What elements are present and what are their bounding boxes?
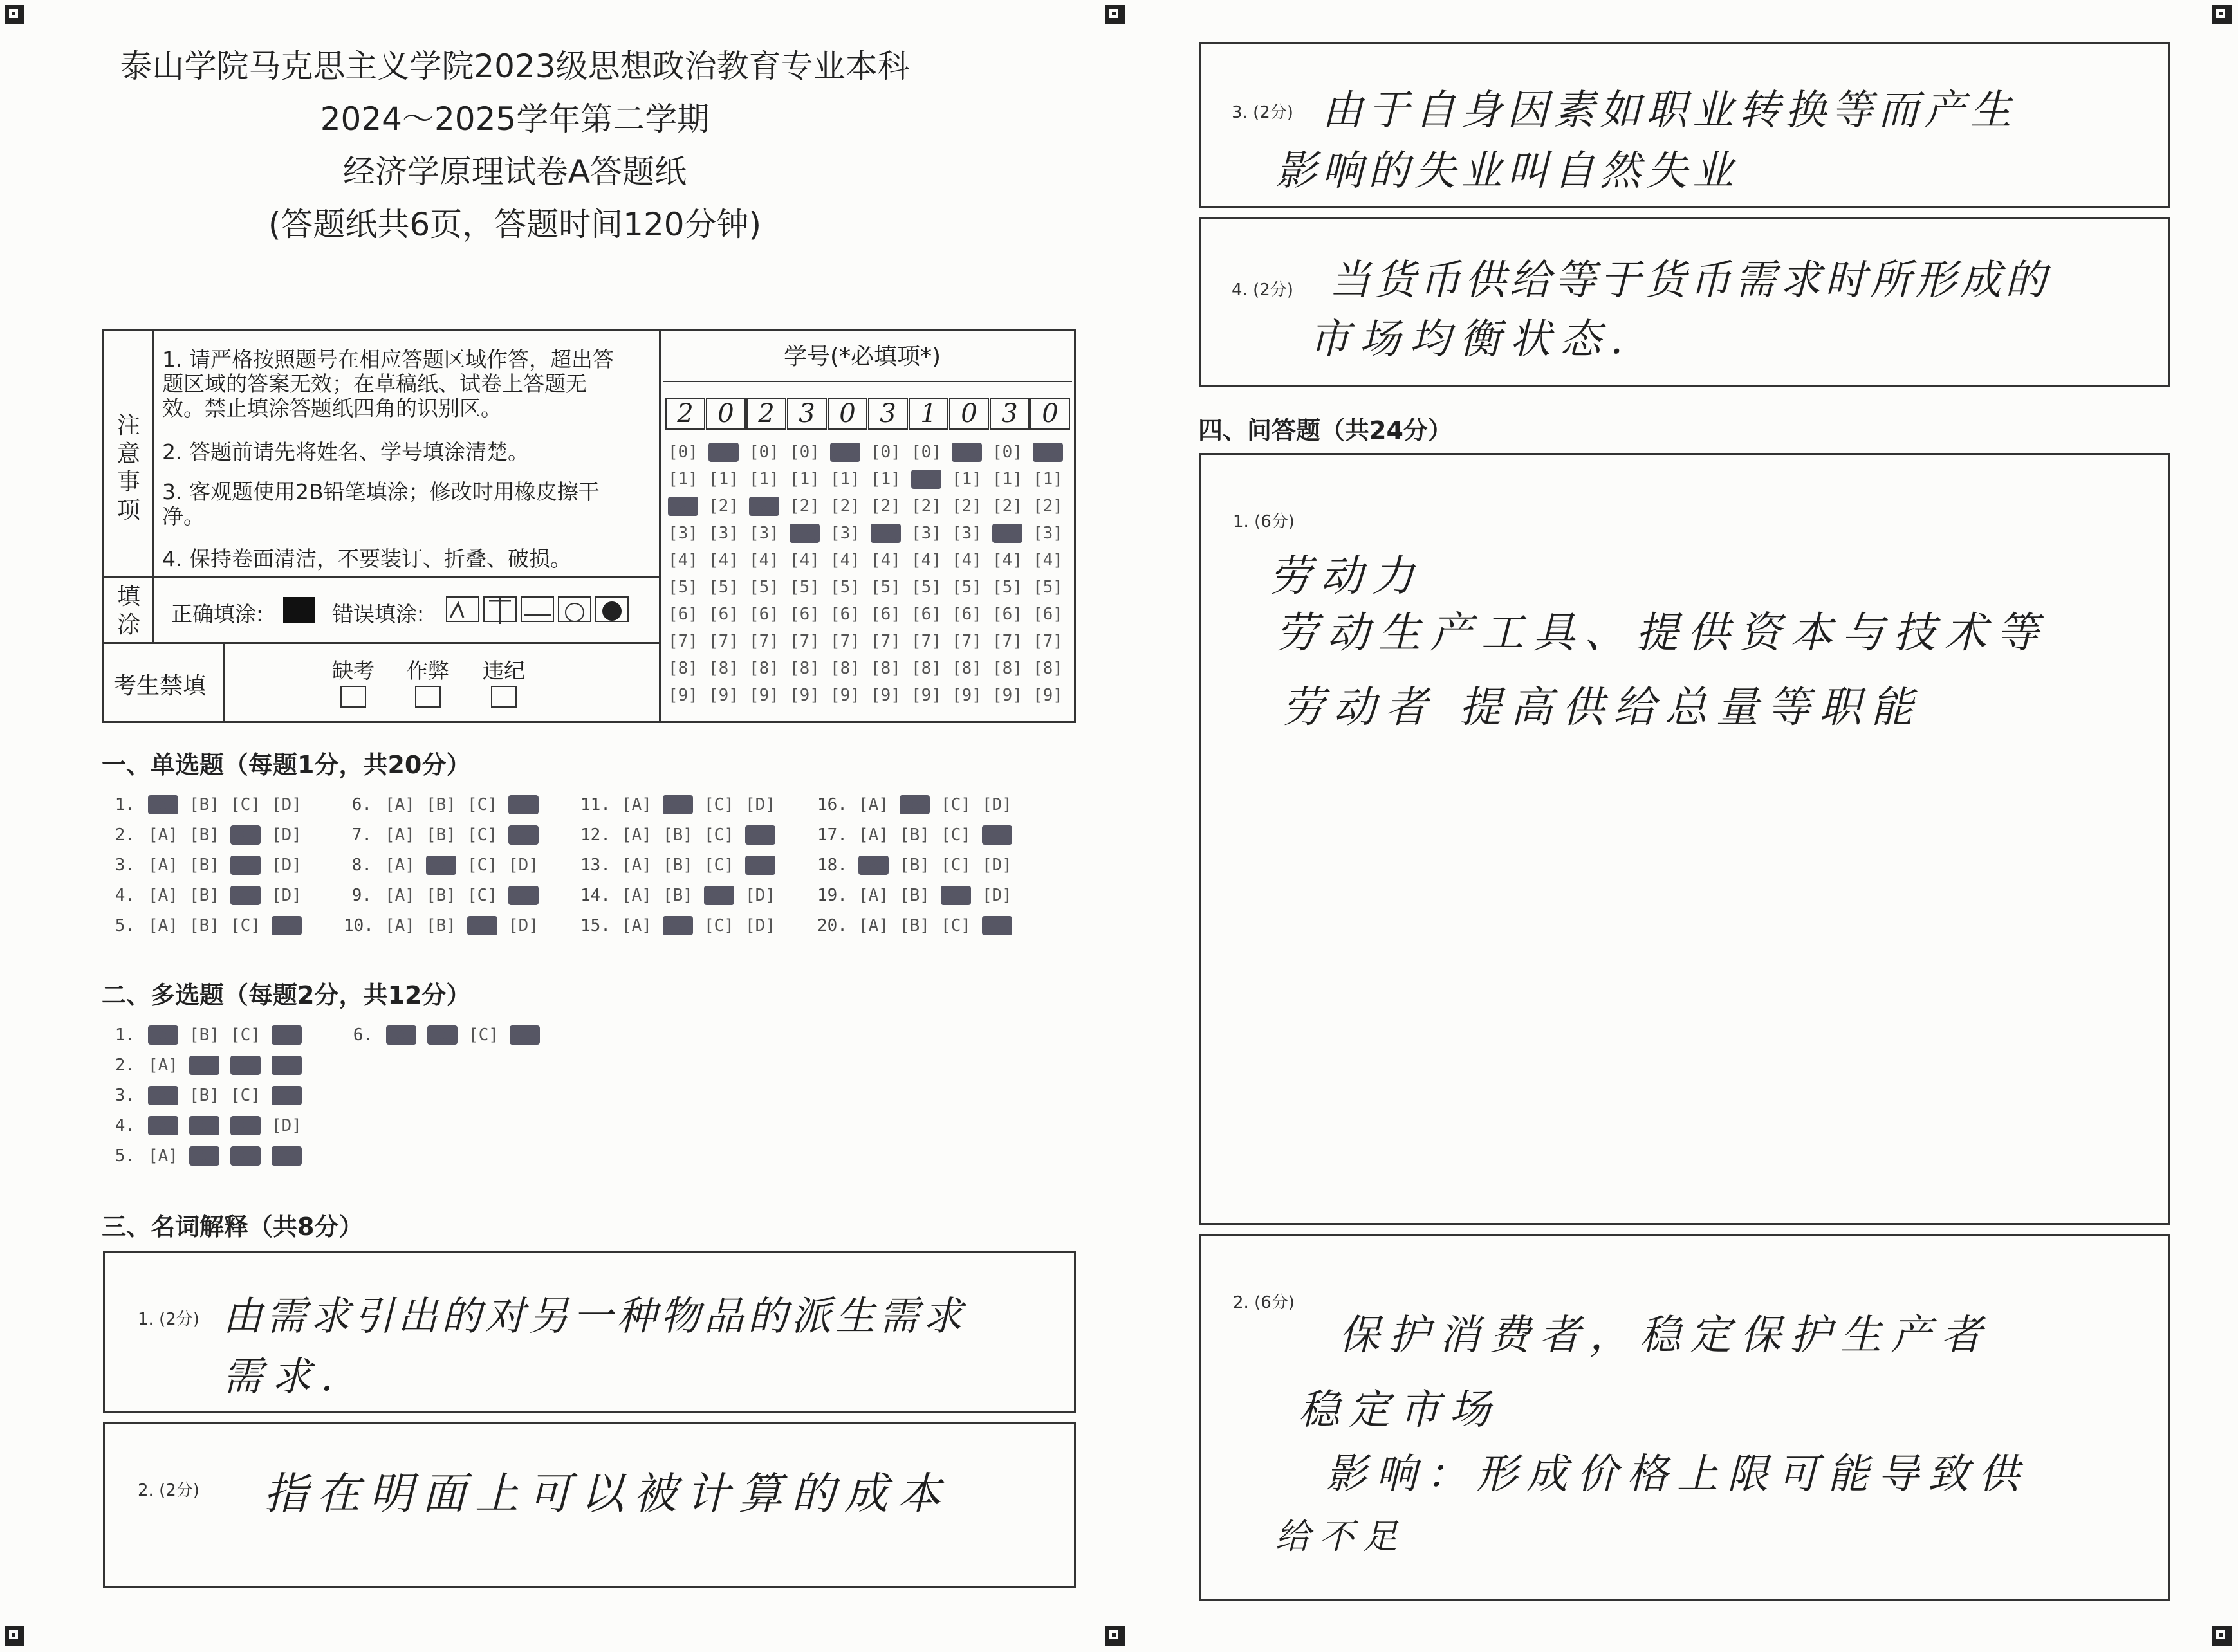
single-choice-option[interactable]: [A] — [622, 795, 652, 814]
wrong-fill-label: 错误填涂: — [332, 601, 425, 627]
student-id-bubble[interactable]: [4] — [668, 551, 698, 570]
single-choice-number: 14. — [580, 886, 611, 905]
student-id-bubble[interactable]: [6] — [708, 605, 739, 624]
single-choice-option[interactable]: [A] — [622, 886, 652, 905]
student-id-bubble[interactable]: [1] — [952, 470, 982, 489]
single-choice-option[interactable]: [B] — [900, 825, 930, 845]
multi-choice-option[interactable]: [C] — [468, 1025, 499, 1045]
student-id-bubble[interactable]: [1] — [749, 470, 779, 489]
multi-choice-option[interactable]: [C] — [230, 1146, 261, 1166]
single-choice-option[interactable]: [C] — [704, 886, 734, 905]
student-id-bubble[interactable]: [1] — [1033, 470, 1063, 489]
qa-answer-2-line2: 稳定市场 — [1299, 1386, 1499, 1434]
multi-choice-option[interactable]: [D] — [272, 1116, 302, 1135]
section-multi-choice-title: 二、多选题（每题2分，共12分） — [102, 981, 471, 1009]
student-id-bubble[interactable]: [0] — [749, 443, 779, 462]
notice-item-3: 3. 客观题使用2B铅笔填涂；修改时用橡皮擦干净。 — [162, 479, 600, 529]
multi-choice-option[interactable]: [B] — [189, 1025, 219, 1045]
single-choice-option[interactable]: [B] — [189, 825, 219, 845]
student-id-bubble[interactable]: [3] — [871, 524, 901, 543]
single-choice-option[interactable]: [C] — [941, 856, 971, 875]
single-choice-option[interactable]: [B] — [900, 856, 930, 875]
corner-mark-bottom-middle — [1105, 1626, 1125, 1646]
student-id-bubble[interactable]: [6] — [749, 605, 779, 624]
student-id-digit-5[interactable]: 0 — [828, 398, 867, 430]
single-choice-number: 2. — [115, 825, 135, 845]
student-id-bubble[interactable]: [0] — [830, 443, 860, 462]
single-choice-option[interactable]: [C] — [230, 825, 261, 845]
student-id-bubble[interactable]: [3] — [790, 524, 820, 543]
single-choice-option[interactable]: [B] — [663, 886, 693, 905]
wrong-fill-samples — [444, 594, 631, 625]
student-id-bubble[interactable]: [1] — [830, 470, 860, 489]
single-choice-option[interactable]: [D] — [982, 825, 1012, 845]
student-id-bubble[interactable]: [2] — [830, 497, 860, 516]
multi-choice-number: 2. — [115, 1056, 135, 1075]
student-id-bubble[interactable]: [4] — [749, 551, 779, 570]
student-id-bubble[interactable]: [4] — [708, 551, 739, 570]
single-choice-option[interactable]: [C] — [467, 825, 497, 845]
single-choice-option[interactable]: [A] — [148, 795, 178, 814]
student-id-bubble[interactable]: [7] — [749, 632, 779, 651]
student-id-bubble[interactable]: [9] — [1033, 686, 1063, 705]
single-choice-option[interactable]: [C] — [230, 916, 261, 935]
qa-label-1: 1. (6分) — [1233, 512, 1295, 531]
single-choice-option[interactable]: [D] — [508, 795, 539, 814]
single-choice-option[interactable]: [D] — [745, 825, 775, 845]
single-choice-option[interactable]: [D] — [982, 916, 1012, 935]
student-id-bubble[interactable]: [9] — [992, 686, 1022, 705]
single-choice-number: 4. — [115, 886, 135, 905]
student-id-bubble[interactable]: [9] — [668, 686, 698, 705]
student-id-bubble[interactable]: [7] — [911, 632, 941, 651]
student-id-bubble[interactable]: [2] — [952, 497, 982, 516]
single-choice-option[interactable]: [A] — [148, 825, 178, 845]
multi-choice-option[interactable]: [D] — [272, 1086, 302, 1105]
single-choice-option[interactable]: [D] — [745, 916, 775, 935]
single-choice-option[interactable]: [D] — [982, 886, 1012, 905]
single-choice-option[interactable]: [A] — [858, 825, 889, 845]
single-choice-option[interactable]: [A] — [385, 886, 415, 905]
term-label-3: 3. (2分) — [1232, 103, 1293, 122]
student-id-bubble[interactable]: [2] — [749, 497, 779, 516]
student-id-bubble[interactable]: [2] — [911, 497, 941, 516]
student-id-bubble[interactable]: [9] — [830, 686, 860, 705]
student-id-bubble[interactable]: [8] — [992, 659, 1022, 678]
student-id-bubble[interactable]: [9] — [871, 686, 901, 705]
multi-choice-option[interactable]: [C] — [230, 1086, 261, 1105]
single-choice-number: 13. — [580, 856, 611, 875]
multi-choice-number: 4. — [115, 1116, 135, 1135]
single-choice-number: 18. — [817, 856, 847, 875]
student-id-bubble[interactable]: [1] — [668, 470, 698, 489]
student-id-bubble[interactable]: [5] — [911, 578, 941, 597]
multi-choice-number: 5. — [115, 1146, 135, 1166]
single-choice-number: 3. — [115, 856, 135, 875]
single-choice-option[interactable]: [D] — [272, 795, 302, 814]
single-choice-option[interactable]: [C] — [941, 825, 971, 845]
single-choice-option[interactable]: [A] — [622, 825, 652, 845]
multi-choice-option[interactable]: [B] — [427, 1025, 458, 1045]
student-id-bubble[interactable]: [5] — [830, 578, 860, 597]
single-choice-option[interactable]: [C] — [467, 886, 497, 905]
single-choice-option[interactable]: [C] — [704, 795, 734, 814]
corner-mark-bottom-left — [5, 1626, 24, 1646]
header-exam-line: 经济学原理试卷A答题纸 — [342, 153, 687, 190]
student-id-digit-1[interactable]: 2 — [665, 398, 705, 430]
student-id-bubble[interactable]: [0] — [952, 443, 982, 462]
header-term-line: 2024～2025学年第二学期 — [320, 100, 710, 138]
student-id-digit-6[interactable]: 3 — [868, 398, 908, 430]
student-id-bubble[interactable]: [8] — [830, 659, 860, 678]
single-choice-option[interactable]: [D] — [272, 886, 302, 905]
single-choice-option[interactable]: [A] — [622, 916, 652, 935]
single-choice-option[interactable]: [B] — [900, 886, 930, 905]
single-choice-number: 11. — [580, 795, 611, 814]
single-choice-option[interactable]: [B] — [663, 916, 693, 935]
student-id-bubble[interactable]: [7] — [830, 632, 860, 651]
term-answer-1-line2: 需求. — [223, 1353, 342, 1400]
multi-choice-option[interactable]: [C] — [230, 1116, 261, 1135]
student-id-bubble[interactable]: [7] — [952, 632, 982, 651]
single-choice-number: 12. — [580, 825, 611, 845]
student-id-bubble[interactable]: [0] — [992, 443, 1022, 462]
forbid-cheat: 作弊 — [405, 659, 450, 708]
student-id-bubble[interactable]: [7] — [1033, 632, 1063, 651]
single-choice-option[interactable]: [B] — [663, 856, 693, 875]
single-choice-option[interactable]: [A] — [148, 916, 178, 935]
multi-choice-option[interactable]: [B] — [189, 1086, 219, 1105]
student-id-bubble[interactable]: [0] — [1033, 443, 1063, 462]
multi-choice-option[interactable]: [D] — [272, 1146, 302, 1166]
student-id-bubble[interactable]: [2] — [1033, 497, 1063, 516]
student-id-bubble[interactable]: [7] — [790, 632, 820, 651]
single-choice-option[interactable]: [A] — [148, 856, 178, 875]
student-id-bubble[interactable]: [3] — [830, 524, 860, 543]
student-id-digit-9[interactable]: 3 — [990, 398, 1030, 430]
student-id-bubble[interactable]: [6] — [830, 605, 860, 624]
student-id-bubble[interactable]: [6] — [952, 605, 982, 624]
corner-mark-top-left — [5, 5, 24, 24]
forbid-label: 考生禁填 — [113, 673, 207, 699]
single-choice-number: 20. — [817, 916, 847, 935]
single-choice-option[interactable]: [C] — [941, 795, 971, 814]
term-label-2: 2. (2分) — [138, 1481, 199, 1500]
single-choice-option[interactable]: [C] — [704, 825, 734, 845]
multi-choice-number: 3. — [115, 1086, 135, 1105]
student-id-bubble[interactable]: [2] — [871, 497, 901, 516]
single-choice-option[interactable]: [C] — [230, 795, 261, 814]
term-answer-1-line1: 由需求引出的对另一种物品的派生需求 — [223, 1292, 967, 1339]
single-choice-option[interactable]: [C] — [467, 795, 497, 814]
single-choice-option[interactable]: [B] — [426, 825, 456, 845]
multi-choice-option[interactable]: [B] — [189, 1146, 219, 1166]
single-choice-option[interactable]: [D] — [745, 856, 775, 875]
student-id-bubble[interactable]: [5] — [1033, 578, 1063, 597]
student-id-bubble[interactable]: [4] — [830, 551, 860, 570]
multi-choice-option[interactable]: [D] — [272, 1056, 302, 1075]
qa-answer-1-line2: 劳动生产工具、提供资本与技术等 — [1275, 608, 2048, 657]
single-choice-option[interactable]: [D] — [272, 856, 302, 875]
single-choice-number: 10. — [344, 916, 374, 935]
student-id-bubble[interactable]: [9] — [708, 686, 739, 705]
student-id-bubble[interactable]: [5] — [992, 578, 1022, 597]
student-id-bubble[interactable]: [9] — [790, 686, 820, 705]
student-id-bubble[interactable]: [3] — [911, 524, 941, 543]
student-id-bubble[interactable]: [4] — [992, 551, 1022, 570]
student-id-bubble[interactable]: [3] — [749, 524, 779, 543]
qa-label-2: 2. (6分) — [1233, 1293, 1295, 1312]
student-id-digit-3[interactable]: 2 — [746, 398, 786, 430]
student-id-bubble[interactable]: [1] — [911, 470, 941, 489]
single-choice-option[interactable]: [C] — [941, 916, 971, 935]
student-id-bubble[interactable]: [7] — [668, 632, 698, 651]
multi-choice-option[interactable]: [D] — [510, 1025, 540, 1045]
correct-fill-label: 正确填涂: — [171, 601, 264, 627]
student-id-digit-8[interactable]: 0 — [949, 398, 989, 430]
term-label-4: 4. (2分) — [1232, 280, 1293, 300]
multi-choice-option[interactable]: [B] — [189, 1056, 219, 1075]
multi-choice-number: 6. — [353, 1025, 373, 1045]
single-choice-option[interactable]: [A] — [385, 916, 415, 935]
single-choice-number: 7. — [351, 825, 372, 845]
term-answer-4-line2: 市场均衡状态. — [1309, 316, 1632, 363]
single-choice-option[interactable]: [D] — [745, 886, 775, 905]
notice-item-1: 1. 请严格按照题号在相应答题区域作答，超出答题区域的答案无效；在草稿纸、试卷上答题无效。禁止填涂答题纸四角的识别区。 — [162, 347, 614, 421]
multi-choice-option[interactable]: [A] — [148, 1025, 178, 1045]
forbid-violation: 违纪 — [481, 659, 526, 708]
single-choice-number: 19. — [817, 886, 847, 905]
single-choice-option[interactable]: [D] — [508, 886, 539, 905]
single-choice-option[interactable]: [A] — [858, 916, 889, 935]
student-id-bubble[interactable]: [8] — [668, 659, 698, 678]
single-choice-option[interactable]: [B] — [900, 795, 930, 814]
single-choice-option[interactable]: [B] — [189, 886, 219, 905]
student-id-bubble[interactable]: [8] — [1033, 659, 1063, 678]
student-id-bubble[interactable]: [7] — [992, 632, 1022, 651]
student-id-bubble[interactable]: [4] — [952, 551, 982, 570]
section-single-choice-title: 一、单选题（每题1分，共20分） — [102, 751, 471, 779]
term-answer-3-line1: 由于自身因素如职业转换等而产生 — [1322, 87, 2017, 134]
multi-choice-option[interactable]: [C] — [230, 1025, 261, 1045]
student-id-bubble[interactable]: [1] — [790, 470, 820, 489]
single-choice-option[interactable]: [C] — [230, 856, 261, 875]
student-id-bubble[interactable]: [5] — [790, 578, 820, 597]
student-id-bubble[interactable]: [4] — [871, 551, 901, 570]
student-id-title: 学号(*必填项*) — [784, 344, 941, 370]
student-id-bubble[interactable]: [3] — [992, 524, 1022, 543]
single-choice-option[interactable]: [B] — [189, 856, 219, 875]
single-choice-number: 1. — [115, 795, 135, 814]
single-choice-option[interactable]: [A] — [148, 886, 178, 905]
multi-choice-option[interactable]: [A] — [386, 1025, 416, 1045]
fill-label: 填涂 — [116, 583, 140, 638]
qa-answer-1-line3: 劳动者 提高供给总量等职能 — [1282, 683, 1922, 732]
multi-choice-option[interactable]: [D] — [272, 1025, 302, 1045]
single-choice-option[interactable]: [D] — [272, 916, 302, 935]
student-id-bubble[interactable]: [5] — [668, 578, 698, 597]
qa-answer-2-line3: 影响：形成价格上限可能导致供 — [1326, 1451, 2028, 1498]
corner-mark-top-middle — [1105, 5, 1125, 24]
single-choice-option[interactable]: [D] — [508, 856, 539, 875]
multi-choice-number: 1. — [115, 1025, 135, 1045]
multi-choice-option[interactable]: [A] — [148, 1116, 178, 1135]
student-id-bubble[interactable]: [0] — [668, 443, 698, 462]
multi-choice-option[interactable]: [A] — [148, 1086, 178, 1105]
student-id-digit-2[interactable]: 0 — [706, 398, 746, 430]
student-id-bubble[interactable]: [5] — [708, 578, 739, 597]
student-id-bubble[interactable]: [4] — [911, 551, 941, 570]
student-id-bubble[interactable]: [4] — [790, 551, 820, 570]
student-id-bubble[interactable]: [6] — [992, 605, 1022, 624]
notice-item-2: 2. 答题前请先将姓名、学号填涂清楚。 — [162, 439, 529, 464]
student-id-bubble[interactable]: [2] — [668, 497, 698, 516]
student-id-bubble[interactable]: [3] — [668, 524, 698, 543]
student-id-bubble[interactable]: [8] — [871, 659, 901, 678]
student-id-bubble[interactable]: [8] — [911, 659, 941, 678]
qa-answer-2-line4: 给不足 — [1275, 1516, 1407, 1557]
corner-mark-bottom-right — [2212, 1626, 2232, 1646]
single-choice-option[interactable]: [C] — [467, 856, 497, 875]
corner-mark-top-right — [2212, 5, 2232, 24]
single-choice-option[interactable]: [A] — [385, 795, 415, 814]
single-choice-number: 15. — [580, 916, 611, 935]
single-choice-option[interactable]: [C] — [704, 856, 734, 875]
student-id-bubble[interactable]: [7] — [871, 632, 901, 651]
student-id-bubble[interactable]: [5] — [749, 578, 779, 597]
student-id-bubble[interactable]: [9] — [952, 686, 982, 705]
single-choice-option[interactable]: [B] — [663, 825, 693, 845]
single-choice-option[interactable]: [B] — [900, 916, 930, 935]
multi-choice-option[interactable]: [B] — [189, 1116, 219, 1135]
header-duration-line: (答题纸共6页，答题时间120分钟) — [268, 206, 762, 243]
student-id-bubble[interactable]: [6] — [871, 605, 901, 624]
student-id-bubble[interactable]: [0] — [790, 443, 820, 462]
student-id-digit-10[interactable]: 0 — [1030, 398, 1070, 430]
student-id-bubble[interactable]: [0] — [708, 443, 739, 462]
section-qa-title: 四、问答题（共24分） — [1198, 416, 1452, 445]
student-id-digit-7[interactable]: 1 — [909, 398, 948, 430]
student-id-bubble[interactable]: [9] — [749, 686, 779, 705]
single-choice-number: 17. — [817, 825, 847, 845]
student-id-bubble[interactable]: [6] — [668, 605, 698, 624]
notice-label: 注意事项 — [116, 412, 140, 524]
student-id-bubble[interactable]: [5] — [952, 578, 982, 597]
section-terms-title: 三、名词解释（共8分） — [102, 1213, 364, 1241]
single-choice-option[interactable]: [A] — [385, 856, 415, 875]
single-choice-number: 9. — [351, 886, 372, 905]
student-id-bubble[interactable]: [8] — [708, 659, 739, 678]
single-choice-option[interactable]: [A] — [858, 886, 889, 905]
single-choice-option[interactable]: [A] — [622, 856, 652, 875]
forbid-absent: 缺考 — [331, 659, 376, 708]
multi-choice-option[interactable]: [A] — [148, 1146, 178, 1166]
student-id-bubble[interactable]: [2] — [992, 497, 1022, 516]
term-label-1: 1. (2分) — [138, 1310, 199, 1329]
single-choice-option[interactable]: [B] — [189, 916, 219, 935]
single-choice-option[interactable]: [B] — [189, 795, 219, 814]
student-id-bubble[interactable]: [8] — [790, 659, 820, 678]
student-id-bubble[interactable]: [0] — [871, 443, 901, 462]
student-id-bubble[interactable]: [0] — [911, 443, 941, 462]
student-id-digit-4[interactable]: 3 — [787, 398, 827, 430]
single-choice-option[interactable]: [D] — [982, 795, 1012, 814]
single-choice-option[interactable]: [B] — [426, 886, 456, 905]
single-choice-option[interactable]: [C] — [467, 916, 497, 935]
student-id-bubble[interactable]: [3] — [1033, 524, 1063, 543]
student-id-bubble[interactable]: [5] — [871, 578, 901, 597]
student-id-bubble[interactable]: [9] — [911, 686, 941, 705]
single-choice-number: 16. — [817, 795, 847, 814]
single-choice-number: 5. — [115, 916, 135, 935]
single-choice-option[interactable]: [B] — [663, 795, 693, 814]
student-id-bubble[interactable]: [6] — [1033, 605, 1063, 624]
single-choice-option[interactable]: [B] — [426, 795, 456, 814]
single-choice-option[interactable]: [D] — [982, 856, 1012, 875]
single-choice-option[interactable]: [A] — [385, 825, 415, 845]
correct-fill-sample — [283, 597, 315, 623]
student-id-bubble[interactable]: [8] — [749, 659, 779, 678]
notice-item-4: 4. 保持卷面清洁，不要装订、折叠、破损。 — [162, 546, 571, 571]
multi-choice-option[interactable]: [A] — [148, 1056, 178, 1075]
student-id-bubble[interactable]: [6] — [790, 605, 820, 624]
single-choice-option[interactable]: [D] — [508, 825, 539, 845]
student-id-bubble[interactable]: [2] — [790, 497, 820, 516]
single-choice-option[interactable]: [B] — [426, 916, 456, 935]
qa-answer-2-line1: 保护消费者，稳定保护生产者 — [1338, 1312, 1991, 1359]
student-id-bubble[interactable]: [1] — [992, 470, 1022, 489]
header-school-line: 泰山学院马克思主义学院2023级思想政治教育专业本科 — [120, 48, 910, 85]
single-choice-number: 8. — [351, 856, 372, 875]
term-answer-4-line1: 当货币供给等于货币需求时所形成的 — [1329, 257, 2050, 304]
single-choice-option[interactable]: [D] — [508, 916, 539, 935]
student-id-bubble[interactable]: [1] — [708, 470, 739, 489]
single-choice-option[interactable]: [A] — [858, 856, 889, 875]
student-id-bubble[interactable]: [4] — [1033, 551, 1063, 570]
single-choice-option[interactable]: [A] — [858, 795, 889, 814]
student-id-bubble[interactable]: [1] — [871, 470, 901, 489]
term-answer-2-line1: 指在明面上可以被计算的成本 — [264, 1469, 950, 1519]
student-id-bubble[interactable]: [3] — [952, 524, 982, 543]
single-choice-option[interactable]: [C] — [941, 886, 971, 905]
single-choice-option[interactable]: [B] — [426, 856, 456, 875]
student-id-bubble[interactable]: [7] — [708, 632, 739, 651]
multi-choice-option[interactable]: [C] — [230, 1056, 261, 1075]
single-choice-option[interactable]: [D] — [745, 795, 775, 814]
student-id-bubble[interactable]: [8] — [952, 659, 982, 678]
student-id-bubble[interactable]: [3] — [708, 524, 739, 543]
student-id-bubble[interactable]: [2] — [708, 497, 739, 516]
single-choice-number: 6. — [351, 795, 372, 814]
student-id-bubble[interactable]: [6] — [911, 605, 941, 624]
single-choice-option[interactable]: [C] — [230, 886, 261, 905]
qa-answer-1-line1: 劳动力 — [1269, 551, 1423, 601]
single-choice-option[interactable]: [D] — [272, 825, 302, 845]
term-answer-3-line2: 影响的失业叫自然失业 — [1275, 147, 1739, 195]
single-choice-option[interactable]: [C] — [704, 916, 734, 935]
